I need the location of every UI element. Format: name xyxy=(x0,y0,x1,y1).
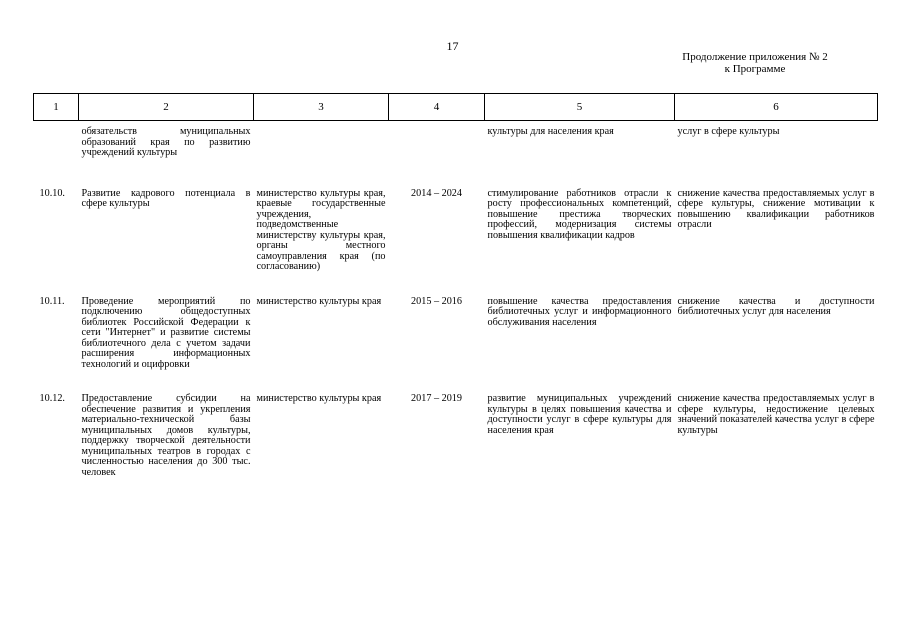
column-header-5: 5 xyxy=(485,94,675,121)
column-header-4: 4 xyxy=(389,94,485,121)
activity-name: Предоставление субсидии на обеспечение развития и укрепления материально-технической базы муниципальных домов культуры, поддержку творческой деятельности муниципальных театров в городах с численностью населения до 300 тыс. человек xyxy=(81,393,251,478)
executor xyxy=(254,121,389,159)
consequence: услуг в сфере культуры xyxy=(677,126,780,137)
row-number: 10.10. xyxy=(39,187,65,199)
executor: министерство культуры края xyxy=(256,393,382,404)
column-header-6: 6 xyxy=(675,94,878,121)
consequence: снижение качества предоставляемых услуг в сфере культуры, снижение мотивации к повышению квалификации работников отрасли xyxy=(677,187,875,230)
table-row xyxy=(34,273,878,371)
expected-result: культуры для населения края xyxy=(487,126,614,137)
executor: министерство культуры края, краевые государственные учреждения, подведомственные министерству культуры края, органы местного самоуправления края (по согласованию) xyxy=(256,187,386,272)
expected-result: стимулирование работников отрасли к росту профессиональных компетенций, повышение престижа творческих профессий, модернизация системы повышения квалификации кадров xyxy=(487,187,672,241)
activity-name: Проведение мероприятий по подключению общедоступных библиотек Российской Федерации к сети "Интернет" и развитие системы библиотечного дела с учетом задачи расширения информационных технологий и оцифровки xyxy=(81,295,251,370)
expected-result: повышение качества предоставления библиотечных услуг и информационного обслуживания населения xyxy=(487,295,672,328)
row-number xyxy=(34,121,79,159)
consequence: снижение качества предоставляемых услуг в сфере культуры, недостижение целевых значений показателей качества услуг в сфере культуры xyxy=(677,393,875,436)
period: 2017 – 2019 xyxy=(411,393,462,404)
column-header-2: 2 xyxy=(79,94,254,121)
consequence: снижение качества и доступности библиотечных услуг для населения xyxy=(677,295,875,317)
row-number: 10.12. xyxy=(39,393,65,404)
column-header-1: 1 xyxy=(34,94,79,121)
table-header-row xyxy=(34,94,878,121)
row-number: 10.11. xyxy=(39,295,65,307)
continuation-line-2: к Программе xyxy=(724,62,786,75)
period xyxy=(389,121,485,159)
period: 2014 – 2024 xyxy=(411,187,462,199)
table-row xyxy=(34,159,878,273)
column-header-3: 3 xyxy=(254,94,389,121)
activity-name: обязательств муниципальных образований края по развитию учреждений культуры xyxy=(81,126,251,158)
activity-name: Развитие кадрового потенциала в сфере культуры xyxy=(81,187,251,209)
expected-result: развитие муниципальных учреждений культуры в целях повышения качества и доступности услуг в сфере культуры для населения края xyxy=(487,393,672,436)
continuation-line-1: Продолжение приложения № 2 xyxy=(682,51,828,63)
program-table xyxy=(33,93,878,478)
executor: министерство культуры края xyxy=(256,295,382,307)
period: 2015 – 2016 xyxy=(411,295,462,307)
table-row xyxy=(34,121,878,159)
table-row xyxy=(34,370,878,478)
page-number: 17 xyxy=(446,39,459,53)
continuation-header xyxy=(652,52,858,75)
